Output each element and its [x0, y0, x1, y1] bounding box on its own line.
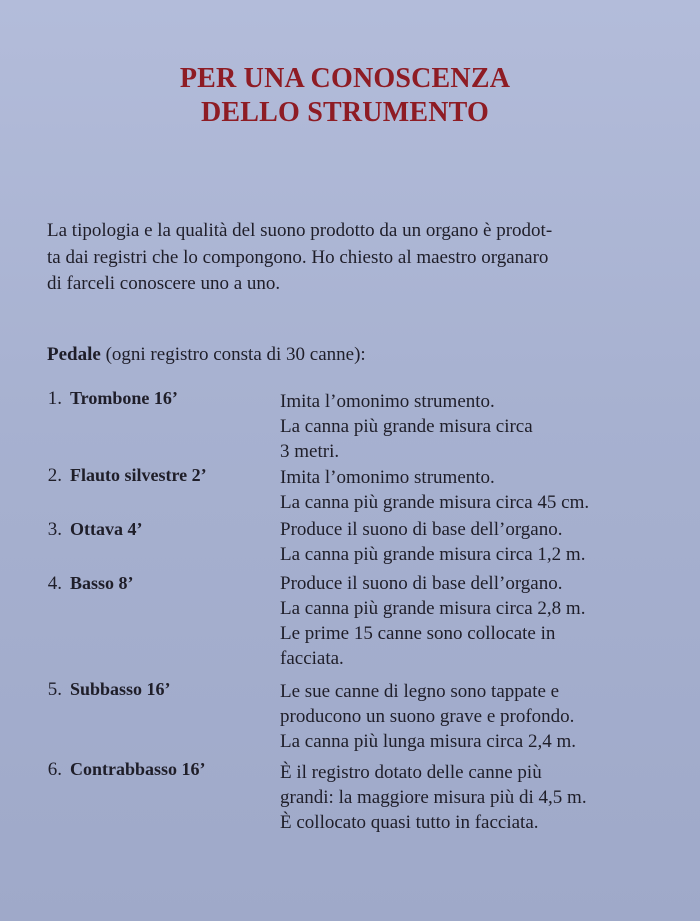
- title-line-2: DELLO STRUMENTO: [201, 97, 489, 128]
- description-line: La canna più grande misura circa 2,8 m.: [280, 598, 586, 619]
- description-line: Imita l’omonimo strumento.: [280, 391, 495, 412]
- registro-name: Contrabbasso 16’: [70, 759, 206, 779]
- registro-number: 2.: [47, 465, 62, 486]
- registro-description: [280, 760, 680, 835]
- registro-description: [280, 465, 680, 515]
- description-line: È il registro dotato delle canne più: [280, 762, 542, 783]
- pedale-heading: [47, 342, 366, 368]
- intro-line: La tipologia e la qualità del suono prodotto da un organo è prodot-: [47, 220, 553, 241]
- description-line: Le prime 15 canne sono collocate in: [280, 623, 556, 644]
- intro-paragraph: [47, 218, 647, 298]
- description-line: Imita l’omonimo strumento.: [280, 467, 495, 488]
- description-line: facciata.: [280, 648, 344, 669]
- registro-description: [280, 571, 680, 671]
- registro-name: Flauto silvestre 2’: [70, 465, 207, 485]
- registro-name: Trombone 16’: [70, 388, 178, 408]
- registro-number: 4.: [47, 573, 62, 594]
- description-line: La canna più grande misura circa: [280, 416, 533, 437]
- description-line: 3 metri.: [280, 441, 340, 462]
- description-line: Produce il suono di base dell’organo.: [280, 519, 563, 540]
- registro-description: [280, 389, 680, 464]
- registro-name: Subbasso 16’: [70, 679, 171, 699]
- intro-line: di farceli conoscere uno a uno.: [47, 273, 281, 294]
- page-title: [0, 62, 690, 130]
- description-line: La canna più grande misura circa 45 cm.: [280, 492, 590, 513]
- registro-number: 3.: [47, 519, 62, 540]
- description-line: Le sue canne di legno sono tappate e: [280, 681, 560, 702]
- pedale-note: (ogni registro consta di 30 canne):: [105, 344, 366, 365]
- title-line-1: PER UNA CONOSCENZA: [179, 63, 511, 94]
- description-line: producono un suono grave e profondo.: [280, 706, 575, 727]
- registro-number: 6.: [47, 759, 62, 780]
- description-line: La canna più grande misura circa 1,2 m.: [280, 544, 586, 565]
- description-line: grandi: la maggiore misura più di 4,5 m.: [280, 787, 587, 808]
- registro-description: [280, 517, 680, 567]
- intro-line: ta dai registri che lo compongono. Ho chiesto al maestro organaro: [47, 246, 549, 268]
- registro-description: [280, 679, 680, 754]
- registro-name: Basso 8’: [70, 573, 134, 593]
- description-line: La canna più lunga misura circa 2,4 m.: [280, 731, 576, 752]
- description-line: È collocato quasi tutto in facciata.: [280, 812, 539, 833]
- registro-number: 1.: [47, 388, 62, 409]
- pedale-label: Pedale: [47, 344, 101, 365]
- registro-number: 5.: [47, 679, 62, 700]
- registro-name: Ottava 4’: [70, 519, 143, 539]
- description-line: Produce il suono di base dell’organo.: [280, 573, 563, 594]
